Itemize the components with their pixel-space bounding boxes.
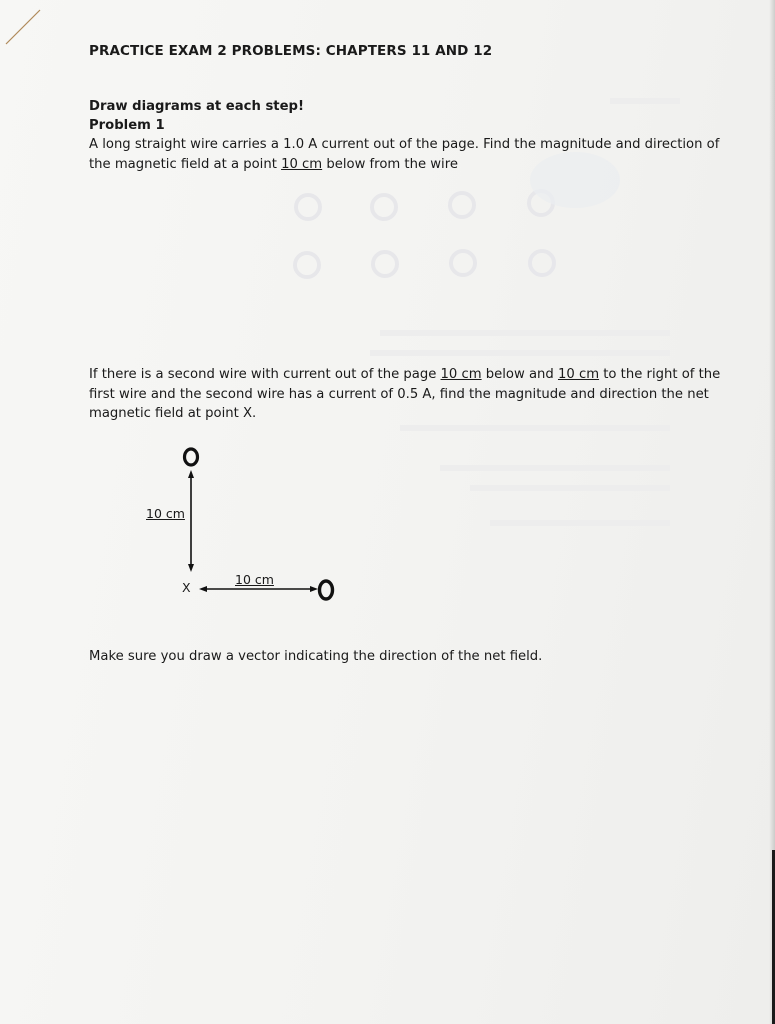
part2-distance-right: 10 cm <box>557 367 600 382</box>
point-x-label: X <box>182 580 191 595</box>
horizontal-distance-label: 10 cm <box>235 572 274 587</box>
wire2-out-of-page-icon <box>320 581 333 599</box>
wire1-out-of-page-icon <box>185 449 198 465</box>
page-title: PRACTICE EXAM 2 PROBLEMS: CHAPTERS 11 AND 12 <box>89 43 493 59</box>
vertical-arrow-up-icon <box>188 470 194 478</box>
problem1-line2-prefix: the magnetic field at a point <box>89 157 282 172</box>
problem1-distance: 10 cm <box>281 157 323 172</box>
footer-note: Make sure you draw a vector indicating the direction of the net field. <box>89 649 543 664</box>
part2-line3: magnetic field at point X. <box>89 406 257 421</box>
horizontal-arrow-left-icon <box>199 586 207 592</box>
part2-line1-prefix: If there is a second wire with current out of the page <box>89 367 441 382</box>
vertical-arrow-down-icon <box>188 564 194 572</box>
problem1-line1: A long straight wire carries a 1.0 A current out of the page. Find the magnitude and direction of <box>89 137 720 152</box>
vertical-distance-label: 10 cm <box>146 506 185 521</box>
instruction-draw-diagrams: Draw diagrams at each step! <box>89 99 304 114</box>
part2-line1-suffix: to the right of the <box>599 367 721 382</box>
part2-distance-below: 10 cm <box>440 367 482 382</box>
part2-line1-mid: below and <box>481 367 558 382</box>
part2-line2: first wire and the second wire has a current of 0.5 A, find the magnitude and direction the net <box>89 387 709 402</box>
problem-label: Problem 1 <box>89 118 165 133</box>
horizontal-arrow-right-icon <box>310 586 318 592</box>
problem1-line2-suffix: below from the wire <box>322 157 458 172</box>
